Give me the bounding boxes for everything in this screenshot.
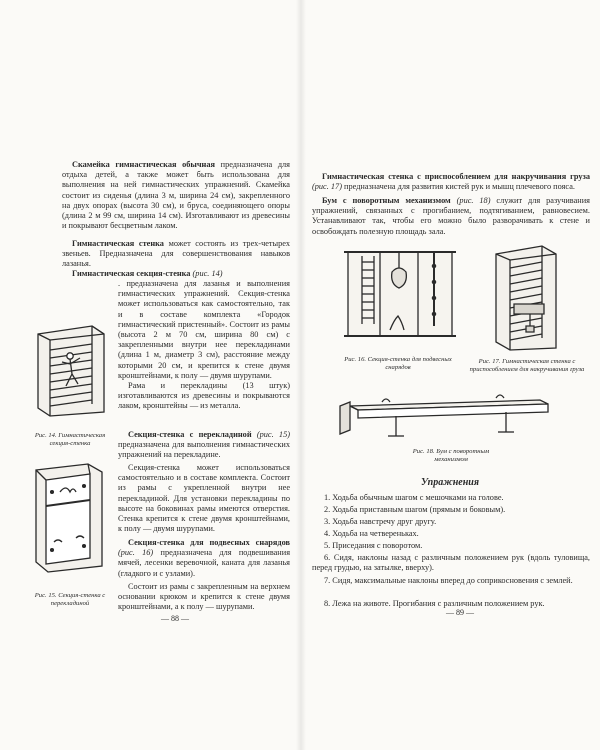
paragraph-crossbar-text: предназначена для выполнения гимнастических упражнений на перекладине. xyxy=(118,440,290,460)
figure-17-caption: Рис. 17. Гимнастическая стенка с приспособлением для накручивания груза xyxy=(469,358,585,373)
paragraph-weight-wall-text: предназначена для развития кистей рук и мышц плечевого пояса. xyxy=(341,182,575,192)
exercise-item: 2. Ходьба приставным шагом (прямым и боковым). xyxy=(324,505,506,514)
paragraph-crossbar-body-text: Секция-стенка может использоваться самостоятельно и в составе комплекта. Состоит из рамы с укрепленной внутри нее перекладиной. Для установки перекладины по высоте на боковинах рамы имеются отверстия. Стенка крепится к стене двумя кронштейнами, к полу — двумя шурупами. xyxy=(118,463,290,534)
figure-17-illustration xyxy=(490,244,566,352)
paragraph-hanging-text: предназначена для подвешивания мячей, лесенки веревочной, каната для лазанья (гладкого и с узлами). xyxy=(118,548,291,578)
exercise-item: 1. Ходьба обычным шагом с мешочками на голове. xyxy=(324,493,504,502)
paragraph-weight-wall xyxy=(312,172,590,192)
ref-fig18: (рис. 18) xyxy=(456,196,491,205)
paragraph-section-wall-material-text: Рама и перекладины (13 штук) изготавливаются из древесины и покрываются лаком, кронштейны — из металла. xyxy=(118,381,290,411)
paragraph-section-wall-text: . предназначена для лазанья и выполнения гимнастических упражнений. Секция-стенка может использоваться как самостоятельно, так и в составе комплекта «Городок гимнастический пристенный». Состоит из рамы (высота 2 м 70 см, ширина 80 см) с закрепленными внутри нее перекладинами (длина 1 м, диаметр 3 см), расстояние между которыми 20 см, и крепится к стене двумя кронштейнами, к полу — двумя шурупами. xyxy=(118,279,290,380)
exercise-item: 5. Приседания с поворотом. xyxy=(324,541,423,550)
figure-14-illustration xyxy=(30,322,112,418)
ref-fig14: (рис. 14) xyxy=(192,269,223,278)
figure-18-illustration xyxy=(336,392,556,442)
term-wall: Гимнастическая стенка xyxy=(72,239,164,248)
paragraph-wall-text: может состоять из трех-четырех звеньев. Предназначена для совершенствования навыков лазанья. xyxy=(62,239,290,269)
ref-fig17: (рис. 17) xyxy=(312,182,342,192)
figure-15-caption: Рис. 15. Секция-стенка с перекладиной xyxy=(34,592,106,607)
paragraph-hanging-body-text: Состоит из рамы с закрепленным на верхнем основании крюком и крепится к стене двумя кронштейнами, а к полу — шурупами. xyxy=(118,582,290,612)
term-beam: Бум с поворотным механизмом xyxy=(322,196,451,205)
exercise-item: 7. Сидя, максимальные наклоны вперед до соприкосновения с землей. xyxy=(324,576,573,585)
exercise-item: 3. Ходьба навстречу друг другу. xyxy=(324,517,437,526)
paragraph-hanging-body xyxy=(118,582,290,613)
term-weight-wall: Гимнастическая стенка с приспособлением для накручивания груза xyxy=(322,172,590,181)
paragraph-beam xyxy=(312,196,590,237)
term-hanging: Секция-стенка для подвесных снарядов xyxy=(128,538,290,547)
page-number-right: — 89 — xyxy=(446,608,474,617)
figure-18-caption: Рис. 18. Бум с поворотным механизмом xyxy=(412,448,490,463)
term-section-wall: Гимнастическая секция-стенка xyxy=(72,269,191,278)
exercise-item: 4. Ходьба на четвереньках. xyxy=(324,529,419,538)
paragraph-bench-text: предназначена для отдыха детей, а также может быть использована для выполнения на ней гимнастических упражнений. Скамейка состоит из сиденья (длина 3 м, ширина 24 см), закрепленного на двух опорах (высота 30 см), и бруса, соединяющего опоры (длина 2 м 99 см, ширина 14 см). Изготавливают из древесины и покрывают бесцветным лаком. xyxy=(62,160,290,231)
figure-16-illustration xyxy=(342,246,460,346)
paragraph-section-wall-intro xyxy=(62,269,290,279)
paragraph-crossbar xyxy=(118,430,290,461)
paragraph-section-wall-body xyxy=(118,279,290,381)
paragraph-bench xyxy=(62,160,290,231)
figure-14-caption: Рис. 14. Гимнастическая секция-стенка xyxy=(34,432,106,447)
ref-fig16: (рис. 16) xyxy=(118,548,154,558)
figure-15-illustration xyxy=(30,462,110,574)
paragraph-crossbar-body xyxy=(118,463,290,534)
paragraph-section-wall-material xyxy=(118,381,290,412)
paragraph-beam-text: служит для разучивания упражнений, связанных с прогибанием, подтягиванием, равновесием. Устанавливают так, чтобы его можно было разворачивать к стене и освобождать полезную площадь зала. xyxy=(312,196,590,236)
paragraph-wall xyxy=(62,239,290,270)
exercises-title: Упражнения xyxy=(420,477,480,488)
term-crossbar: Секция-стенка с перекладиной xyxy=(128,430,252,439)
exercise-item: 6. Сидя, наклоны назад с различным положением рук (вдоль туловища, перед грудью, на затылке, вверху). xyxy=(312,553,590,573)
term-bench: Скамейка гимнастическая обычная xyxy=(72,160,215,169)
ref-fig15: (рис. 15) xyxy=(256,430,290,439)
figure-16-caption: Рис. 16. Секция-стенка для подвесных снарядов xyxy=(344,356,452,371)
page-number-left: — 88 — xyxy=(161,614,189,623)
paragraph-hanging xyxy=(118,538,290,579)
right-page xyxy=(300,0,600,750)
exercise-item: 8. Лежа на животе. Прогибания с различным положением рук. xyxy=(324,599,545,608)
